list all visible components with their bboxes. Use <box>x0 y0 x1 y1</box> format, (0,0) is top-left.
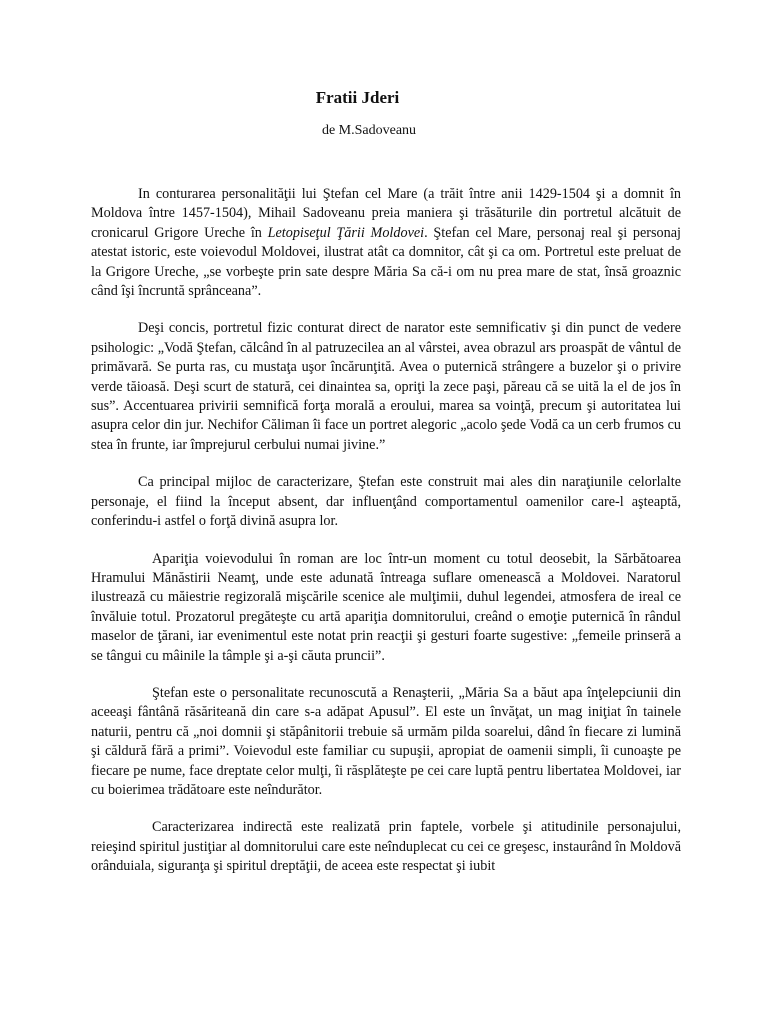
paragraph-5: Ştefan este o personalitate recunoscută a Renaşterii, „Măria Sa a băut apa înţelepciunii din aceeaşi fântână răsăriteană din care s-a adăpat Apusul”. El este un învăţat, un mag iniţiat în tainele naturii, pentru că „noi domnii şi stăpânitorii trebuie să urmăm pilda soarelui, dând în fiecare zi lumină şi căldură fără a primi”. Voievodul este familiar cu supuşii, apropiat de oamenii simpli, îi cunoaşte pe fiecare pe nume, face dreptate celor mulţi, îi răsplăteşte pe cei care luptă pentru libertatea Moldovei, iar cu boierimea trădătoare este neîndurător. <box>91 684 681 798</box>
paragraph-1-text-b: . Ştefan cel Mare, personaj real şi personaj atestat istoric, este voievodul Moldovei, ilustrat atât ca domnitor, cât şi ca om. Portretul este preluat de la Grigore Ureche, „se vorbeşte prin sate despre Măria Sa că-i om nu prea mare de stat, însă groaznic când îşi încruntă sprânceana”. <box>91 224 681 300</box>
document-title: Fratii Jderi <box>315 88 400 107</box>
paragraph-3: Ca principal mijloc de caracterizare, Ştefan este construit mai ales din naraţiunile celorlalte personaje, el fiind la început absent, dar influenţând comportamentul oamenilor care-l aşteaptă, conferindu-i astfel o forţă divină asupra lor. <box>91 474 681 530</box>
document-body <box>91 185 681 895</box>
paragraph-1-text-a: In conturarea personalităţii lui Ştefan cel Mare (a trăit între anii 1429-1504 şi a domnit în Moldova între 1457-1504), Mihail Sadoveanu preia maniera şi trăsăturile din portretul alcătuit de cronicarul Grigore Ureche în <box>91 186 681 241</box>
paragraph-1 <box>91 185 681 301</box>
paragraph-1-emphasis: Letopiseţul Ţării Moldovei <box>267 224 425 241</box>
document-author: de M.Sadoveanu <box>321 123 417 138</box>
paragraph-6: Caracterizarea indirectă este realizată prin faptele, vorbele şi atitudinile personajului, reieşind spiritul justiţiar al domnitorului care este neînduplecat cu cei ce greşesc, instaurând în Moldovă orânduiala, siguranţa şi spiritul dreptăţii, de aceea este respectat şi iubit <box>91 819 681 875</box>
paragraph-4: Apariţia voievodului în roman are loc într-un moment cu totul deosebit, la Sărbătoarea Hramului Mănăstirii Neamţ, unde este adunată întreaga suflare omenească a Moldovei. Naratorul ilustrează cu măiestrie regizorală mişcările scenice ale mulţimii, duhul legendei, atmosfera de ireal ce învăluie totul. Prozatorul pregăteşte cu artă apariţia domnitorului, creând o emoţie puternică în rândul maselor de ţărani, iar evenimentul este notat prin reacţii şi gesturi foarte sugestive: „femeile prinseră a se tângui cu mâinile la tâmple şi a-şi căuta pruncii”. <box>91 550 681 664</box>
paragraph-2: Deşi concis, portretul fizic conturat direct de narator este semnificativ şi din punct de vedere psihologic: „Vodă Ştefan, călcând în al patruzecilea an al vârstei, avea obrazul ars proaspăt de vântul de primăvară. Se purta ras, cu mustaţa uşor încărunţită. Avea o puternică strângere a buzelor şi o privire verde tăioasă. Deşi scurt de statură, cei dinaintea sa, opriţi la zece paşi, păreau că se uită la el de jos în sus”. Accentuarea privirii semnifică forţa morală a eroului, marea sa voinţă, precum şi autoritatea lui asupra celor din jur. Nechifor Căliman îi face un portret alegoric „acolo şede Vodă ca un cerb frumos cu stea în frunte, iar împrejurul cerbului numai jivine.” <box>91 320 681 453</box>
